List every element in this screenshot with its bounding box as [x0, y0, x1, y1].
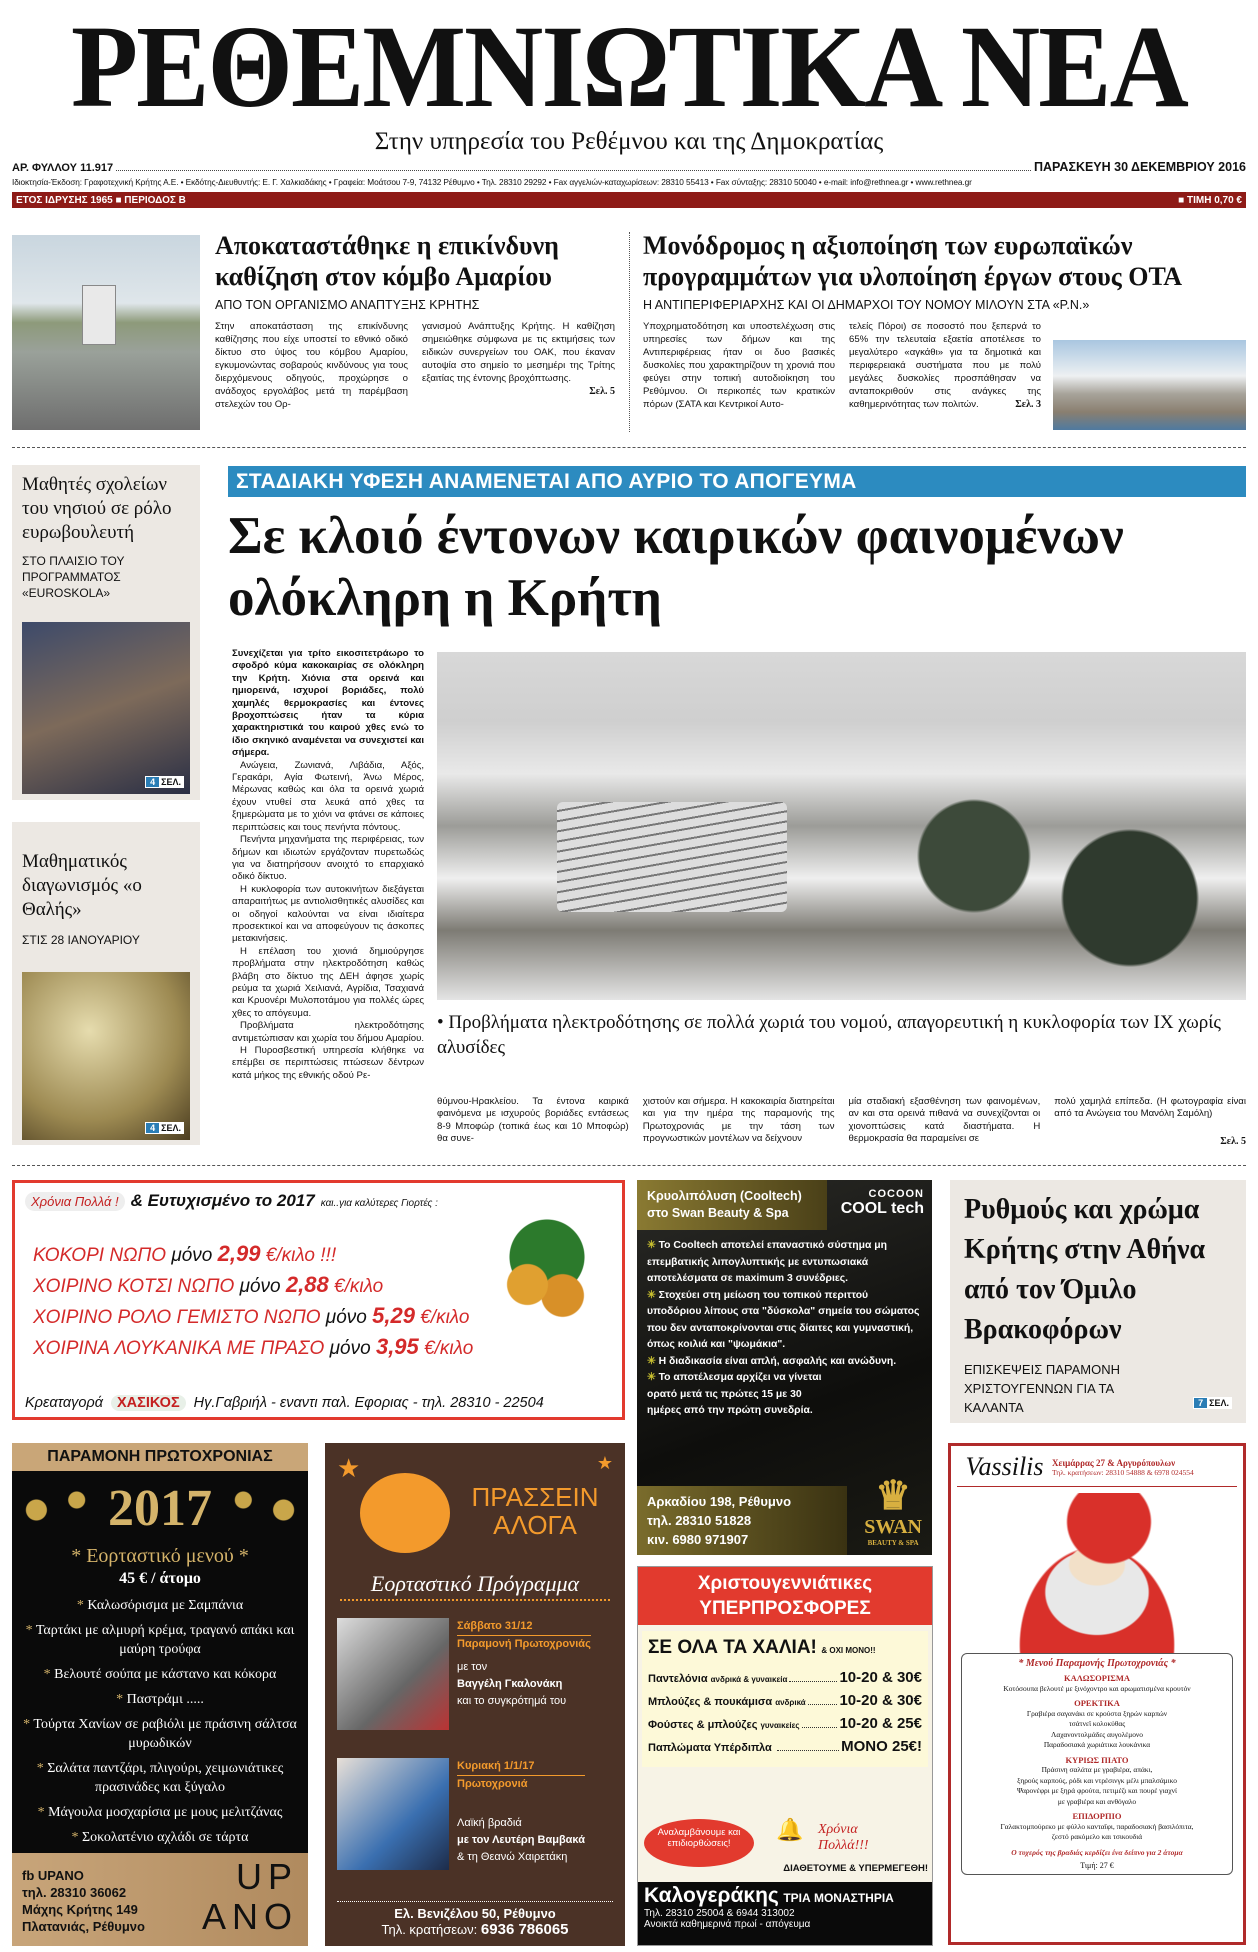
asterisk-icon: ✳	[647, 1372, 659, 1383]
ad-title: Κρυολιπόλυση (Cooltech)	[647, 1189, 802, 1203]
menu-item-text: Ταρτάκι με αλμυρή κρέμα, τραγανό απάκι και μαύρη τρούφα	[35, 1623, 295, 1657]
restaurant-name-2: ΑΛΟΓΑ	[493, 1510, 577, 1540]
menu-section-title: ΟΡΕΚΤΙΚΑ	[1074, 1698, 1120, 1708]
continued-column: μία σταδιακή εξασθένηση των φαινομένων, αν και στα ορεινά πιθανά να συνεχίζονται οι χιονοπτώσεις κατά διαστήματα. Η θερμοκρασία θα παραμείνει σε	[848, 1096, 1041, 1145]
event-line: και το συγκρότημά του	[457, 1695, 567, 1707]
shop-hours: Ανοικτά καθημερινά πρωί - απόγευμα	[644, 1919, 811, 1930]
prassein-phone: 6936 786065	[480, 1921, 569, 1938]
offer-price: 10-20 & 25€	[839, 1715, 922, 1732]
dotted-leader	[777, 1750, 839, 1751]
menu-item-text: Σαλάτα παντζάρι, πλιγούρι, χειμωνιάτικες πρασινάδες και ξύγαλο	[47, 1761, 284, 1795]
main-story-continued	[437, 1096, 1246, 1146]
brand-logo: ΧΑΣΙΚΟΣ	[111, 1395, 186, 1411]
carpets-offer: ΣΕ ΟΛΑ ΤΑ ΧΑΛΙΑ!	[648, 1637, 817, 1658]
oversize: ΔΙΑΘΕΤΟΥΜΕ & ΥΠΕΡΜΕΓΕΘΗ!	[783, 1863, 928, 1874]
vassilis-price: Τιμή: 27 €	[1080, 1860, 1114, 1870]
menu-item	[22, 1715, 298, 1753]
ad-title-2: στο Swan Beauty & Spa	[647, 1206, 789, 1220]
dotted-leader	[789, 1681, 837, 1682]
main-story-paragraph: Ανώγεια, Ζωνιανά, Λιβάδια, Αξός, Γερακάρι, Αγία Φωτεινή, Άνω Μέρος, Μέρωνας καθώς και όλα τα ορεινά χωριά έχουν ντυθεί στα λευκά από χθες τα ξημερώματα με το χιόνι να φτάνει σε κάποιες περιπτώσεις και τους πενήντα πόντους.	[232, 759, 424, 833]
vassilis-menu-title: * Μενού Παραμονής Πρωτοχρονιάς *	[1018, 1658, 1176, 1669]
event-occasion: Πρωτοχρονιά	[457, 1778, 528, 1790]
event-date: Σάββατο 31/12	[457, 1618, 591, 1636]
shop-phone: Τηλ. 28310 25004 & 6944 313002	[644, 1908, 795, 1919]
product-name: ΧΟΙΡΙΝΟ ΡΟΛΟ ΓΕΜΙΣΤΟ ΝΩΠΟ	[33, 1307, 321, 1328]
asterisk-icon: *	[116, 1692, 127, 1707]
offer-name: Μπλούζες & πουκάμισα	[648, 1696, 773, 1708]
publisher-contact: Ιδιοκτησία-Έκδοση: Γραφοτεχνική Κρήτης Α.Ε. • Εκδότης-Διευθυντής: Ε. Γ. Χαλκιαδάκης • Γραφεία: Μοάτσου 7-9, 74132 Ρέθυμνο • Τηλ. 28310 29292 • Fax αγγελιών-καταχωρίσεων: 28310 55413 • Fax σύνταξης: 28310 50040 • e-mail: info@rethnea.gr • www.rethnea.gr	[12, 177, 972, 187]
sidebar-story-1-title[interactable]: Μαθητές σχολείων του νησιού σε ρόλο ευρωβουλευτή	[22, 474, 172, 543]
performer-photo	[337, 1758, 449, 1870]
shop-label: Κρεαταγορά	[25, 1395, 103, 1411]
sidebar-story-1-sub: ΣΤΟ ΠΛΑΙΣΙΟ ΤΟΥ ΠΡΟΓΡΑΜΜΑΤΟΣ «EUROSKOLA»	[22, 554, 125, 600]
main-story-body	[232, 648, 424, 1082]
sidebar-story-2[interactable]	[12, 822, 200, 1145]
prassein-address: Ελ. Βενιζέλου 50, Ρέθυμνο	[394, 1906, 556, 1921]
only-label: μόνο	[171, 1245, 213, 1266]
shop-address: Ηγ.Γαβριήλ - εναντι παλ. Εφοριας - τηλ. 28310 - 22504	[193, 1395, 544, 1411]
asterisk-icon: *	[43, 1667, 55, 1682]
product-price: 2,99	[217, 1241, 261, 1266]
bullet-text: Το Cooltech αποτελεί επαναστικό σύστημα μη επεμβατικής λιπογλυπτικής με εντυπωσιακά αποτελέσματα σε maximum 3 συνέδριες.	[647, 1240, 887, 1284]
upano-address: Μάχης Κρήτης 149	[22, 1902, 138, 1917]
bells-icon: 🔔	[776, 1817, 804, 1842]
event-date: Κυριακή 1/1/17	[457, 1758, 585, 1776]
sidebar-story-2-sub: ΣΤΙΣ 28 ΙΑΝΟΥΑΡΙΟΥ	[22, 933, 140, 947]
offer-item	[648, 1715, 922, 1732]
asterisk-icon: *	[71, 1830, 82, 1845]
main-story-paragraph: Πενήντα μηχανήματα της περιφέρειας, των δήμων και ιδιωτών εργάζονταν πυρετωδώς για να διατηρήσουν ανοιχτό το επαρχιακό οδικό δίκτυο.	[232, 834, 424, 883]
swan-phone: τηλ. 28310 51828	[647, 1513, 752, 1528]
menu-title: Εορταστικό μενού	[86, 1545, 234, 1567]
menu-line: Γραβιέρα σαγανάκι σε κρούστα ξηρών καρπών	[1026, 1708, 1168, 1718]
menu-line: Παραδοσιακά χωριάτικα λουκάνικα	[1043, 1740, 1151, 1749]
event-text	[457, 1618, 591, 1730]
classroom-photo	[22, 622, 190, 794]
bullet-item	[647, 1238, 922, 1288]
main-story-paragraph: Προβλήματα ηλεκτροδότησης αντιμετώπισαν και χωρία του δήμου Αμαρίου.	[232, 1020, 424, 1044]
top-story-1-col1: Στην αποκατάσταση της επικίνδυνης καθίζησης που είχε υποστεί το εθνικό οδικό δίκτυο στο ύψος του κόμβου Αμαρίου, εγκυμονώντας σοβαρούς κινδύνους για τους διερχόμενους οδηγούς, προχώρησε ο ανάδοχος εργολάβος μετά τη παρέμβαση στελεχών του Ορ-	[215, 321, 408, 410]
menu-item	[22, 1759, 298, 1797]
continued-column: πολύ χαμηλά επίπεδα. (Η φωτογραφία είναι από τα Ανώγεια του Μανόλη Σαμόλη)	[1054, 1096, 1246, 1120]
offer-name: Παπλώματα Υπέρδιπλα	[648, 1742, 772, 1754]
price-unit: €/κιλο	[334, 1276, 384, 1297]
offer-price: ΜΟΝΟ 25€!	[841, 1738, 922, 1755]
menu-item-text: Σοκολατένιο αχλάδι σε τάρτα	[82, 1830, 249, 1845]
menu-line: ξηρούς καρπούς, ρόδι και ντρέσινγκ μέλι μπαλσάμικο	[1017, 1775, 1177, 1785]
top-story-1-headline[interactable]: Αποκαταστάθηκε η επικίνδυνη καθίζηση στον κόμβο Αμαρίου	[215, 231, 559, 291]
offer-desc: ανδρικά	[775, 1698, 806, 1707]
only-label: μόνο	[239, 1276, 281, 1297]
shop-name: Καλογεράκης	[644, 1884, 779, 1907]
menu-item-text: Παστράμι .....	[126, 1692, 204, 1707]
event-line: & τη Θεανώ Χαιρετάκη	[457, 1851, 568, 1863]
cooltech-logo: COOL tech	[840, 1200, 924, 1217]
asterisk-icon: *	[76, 1598, 88, 1613]
ad-vassilis[interactable]	[948, 1443, 1246, 1945]
product-name: ΚΟΚΟΡΙ ΝΩΠΟ	[33, 1245, 167, 1266]
vassilis-phone: Τηλ. κρατήσεων: 28310 54888 & 6978 024554	[1052, 1467, 1194, 1477]
section-divider	[12, 447, 1246, 448]
year: 2017	[108, 1480, 212, 1537]
main-story-lead: Συνεχίζεται για τρίτο εικοσιτετράωρο το σφοδρό κύμα κακοκαιρίας σε ολόκληρη την Κρήτη. Χιόνια στα ορεινά και ημιορεινά, ισχυροί βοριάδες, πολύ χαμηλές θερμοκρασίες και έντονες βροχοπτώσεις ήταν τα κύρια χαρακτηριστικά του καιρού χθες ενώ το ίδιο σκηνικό αναμένεται να συνεχιστεί και σήμερα.	[232, 648, 424, 759]
bullet-text: Το αποτέλεσμα αρχίζει να γίνεται ορατό μετά τις πρώτες 15 με 30 ημέρες από την πρώτη συνεδρία.	[647, 1372, 822, 1416]
menu-item	[22, 1665, 298, 1684]
swan-logo: ♛ SWAN BEAUTY & SPA	[864, 1473, 922, 1547]
product-name: ΧΟΙΡΙΝΟ ΚΟΤΣΙ ΝΩΠΟ	[33, 1276, 235, 1297]
cocoon-logo: COCOON	[868, 1188, 924, 1200]
menu-section-title: ΚΥΡΙΩΣ ΠΙΑΤΟ	[1065, 1754, 1129, 1765]
menu-item-text: Τούρτα Χανίων σε ραβιόλι με πράσινη σάλτσα μυρωδικών	[33, 1717, 297, 1751]
top-story-1[interactable]	[215, 230, 615, 411]
menu-item	[22, 1803, 298, 1822]
restaurant-name: ΠΡΑΣΣΕΙΝ	[471, 1482, 599, 1512]
ad-kalogerakis[interactable]	[637, 1566, 933, 1946]
issue-line	[12, 160, 1246, 174]
feature-title[interactable]: Ρυθμούς και χρώμα Κρήτης στην Αθήνα από τον Όμιλο Βρακοφόρων	[964, 1194, 1206, 1345]
phone-label: Τηλ. κρατήσεων:	[381, 1922, 478, 1937]
main-story-paragraph: Η κυκλοφορία των αυτοκινήτων διεξάγεται απαραιτήτως με αντιολισθητικές αλυσίδες και οι οδηγοί καλούνται να είναι ιδιαίτερα προσεκτικοί και να αποφεύγουν τις άσκοπες μετακινήσεις.	[232, 883, 424, 945]
product-name: ΧΟΙΡΙΝΑ ΛΟΥΚΑΝΙΚΑ ΜΕ ΠΡΑΣΟ	[33, 1338, 325, 1359]
greeting: Χρόνια Πολλά !	[25, 1192, 125, 1211]
offer-price: 10-20 & 30€	[839, 1669, 922, 1686]
star-icon: ★	[596, 1453, 613, 1473]
star-icon: ★	[337, 1453, 361, 1483]
event-line: με τον	[457, 1661, 488, 1673]
price-unit: €/κιλο !!!	[265, 1245, 337, 1266]
page-ref: Σελ. 5	[1220, 1136, 1246, 1147]
offer-item	[648, 1738, 922, 1755]
performer-photo	[337, 1618, 449, 1730]
menu-item	[22, 1596, 298, 1615]
issue-number: ΑΡ. ΦΥΛΛΟΥ 11.917	[12, 162, 114, 174]
info-bar	[12, 192, 1246, 208]
issue-date: ΠΑΡΑΣΚΕΥΗ 30 ΔΕΚΕΜΒΡΙΟΥ 2016	[1033, 160, 1246, 174]
bullet-item	[647, 1354, 922, 1371]
ad-upano[interactable]	[12, 1443, 308, 1946]
offer-item	[648, 1669, 922, 1686]
event-text	[457, 1758, 585, 1870]
main-story-kicker: ΣΤΑΔΙΑΚΗ ΥΦΕΣΗ ΑΝΑΜΕΝΕΤΑΙ ΑΠΟ ΑΥΡΙΟ ΤΟ ΑΠΟΓΕΥΜΑ	[228, 466, 1246, 497]
photo-caption: • Προβλήματα ηλεκτροδότησης σε πολλά χωριά του νομού, απαγορευτική η κυκλοφορία των ΙΧ χωρίς αλυσίδες	[437, 1012, 1221, 1058]
section-divider	[12, 1165, 1246, 1166]
menu-item-text: Βελουτέ σούπα με κάστανο και κόκορα	[54, 1667, 277, 1682]
prize: Ο τυχερός της βραδιάς κερδίζει ένα δείπνο για 2 άτομα	[1011, 1847, 1183, 1857]
thales-illustration	[22, 972, 190, 1140]
event-occasion: Παραμονή Πρωτοχρονιάς	[457, 1638, 591, 1650]
price: ■ ΤΙΜΗ 0,70 €	[1178, 194, 1242, 206]
swan-mobile: κιν. 6980 971907	[647, 1532, 749, 1547]
page-ref: Σελ. 3	[1015, 399, 1041, 410]
event	[337, 1758, 617, 1870]
upano-phone: τηλ. 28310 36062	[22, 1885, 127, 1900]
top-story-2-col1: Υποχρηματοδότηση και υποστελέχωση στις υπηρεσίες των δήμων και της Αντιπεριφέρειας ήταν οι δυο βασικές δυσκολίες που χαρακτηρίζουν τη χρονιά που φεύγει στην τοπική αυτοδιοίκηση του Ρεθύμνου. Οι περικοπές των κρατικών πόρων (ΣΑΤΑ και Κεντρικοί Αυτο-	[643, 321, 835, 410]
continued-column: θύμνου-Ηρακλείου. Τα έντονα καιρικά φαινόμενα με ισχυρούς βοριάδες εντάσεως 8-9 Μποφώρ (τοπικά έως και 10 Μποφώρ) θα συνε-	[437, 1096, 629, 1145]
menu-line: Πράσινη σαλάτα με γραβιέρα, απάκι,	[1041, 1765, 1153, 1774]
newspaper-title: ΡΕΘΕΜΝΙΩΤΙΚΑ ΝΕΑ	[70, 1, 1188, 132]
top-story-2-headline[interactable]: Μονόδρομος η αξιοποίηση των ευρωπαϊκών προγραμμάτων για υλοποίηση έργων στους ΟΤΑ	[643, 231, 1183, 291]
menu-line: με γραβιέρα και ανθόγαλο	[1057, 1796, 1137, 1806]
offer-desc: ανδρικά & γυναικεία	[710, 1675, 788, 1684]
ad-prassein-aloga[interactable]	[325, 1443, 625, 1946]
offer-desc: γυναικείες	[760, 1721, 800, 1730]
asterisk-icon: *	[37, 1805, 49, 1820]
menu-section-title: ΚΑΛΩΣΟΡΙΣΜΑ	[1063, 1673, 1131, 1683]
not-only: & ΟΧΙ ΜΟΝΟ!!	[821, 1646, 876, 1655]
offer-item	[648, 1692, 922, 1709]
top-story-2-kicker: Η ΑΝΤΙΠΕΡΙΦΕΡΙΑΡΧΗΣ ΚΑΙ ΟΙ ΔΗΜΑΡΧΟΙ ΤΟΥ ΝΟΜΟΥ ΜΙΛΟΥΝ ΣΤΑ «Ρ.Ν.»	[643, 298, 1090, 312]
top-story-1-col2: γανισμού Ανάπτυξης Κρήτης. Η καθίζηση σημειώθηκε σύμφωνα με τις εκτιμήσεις των ειδικών συνεργείων του ΟΑΚ, που έκαναν αυτοψία στο σημείο το μεσημέρι της Τρίτης εξαιτίας της έντονης βροχόπτωσης.	[422, 321, 615, 384]
price-unit: €/κιλο	[424, 1338, 474, 1359]
upano-fb: fb UPANO	[22, 1868, 84, 1883]
price-unit: €/κιλο	[420, 1307, 470, 1328]
repairs-badge: Αναλαμβάνουμε και επιδιορθώσεις!	[644, 1819, 754, 1867]
menu-line: τσάτνεϊ κολοκύθας	[1068, 1719, 1126, 1728]
menu-line: Κοτόσουπα βελουτέ με ξινόχοντρο και αρωματισμένα κρουτόν	[1003, 1683, 1191, 1693]
swan-address: Αρκαδίου 198, Ρέθυμνο	[647, 1494, 792, 1509]
event	[337, 1618, 617, 1730]
dotted-leader	[808, 1704, 838, 1705]
dotted-leader	[802, 1727, 838, 1728]
vassilis-logo: Vassilis	[965, 1452, 1044, 1481]
upano-header: ΠΑΡΑΜΟΝΗ ΠΡΩΤΟΧΡΟΝΙΑΣ	[12, 1443, 308, 1471]
shop-place: ΤΡΙΑ ΜΟΝΑΣΤΗΡΙΑ	[783, 1891, 894, 1905]
asterisk-icon: *	[25, 1623, 36, 1638]
menu-item	[22, 1621, 298, 1659]
menu-item-text: Καλωσόρισμα με Σαμπάνια	[87, 1598, 244, 1613]
sidebar-story-2-title[interactable]: Μαθηματικός διαγωνισμός «ο Θαλής»	[22, 851, 142, 920]
page-ref: Σελ. 5	[589, 386, 615, 397]
offer-title: Χριστουγεννιάτικες	[697, 1573, 873, 1594]
main-story-paragraph: Η επέλαση του χιονιά δημιούργησε προβλήματα στην ηλεκτροδότηση καθώς βλάβη στο δίκτυο της ΔΕΗ άφησε χωρίς ρεύμα τα χωριά Χειλιανά, Αγρίδια, Τσαχιανά και Κρυονέρι Μυλοποτάμου για πολλές ώρες χθες το απόγευμα.	[232, 945, 424, 1019]
offer-title-2: ΥΠΕΡΠΡΟΣΦΟΡΕΣ	[699, 1598, 871, 1619]
upano-logo: UP ANO	[201, 1856, 298, 1937]
event-line: με τον Λευτέρη Βαμβακά	[457, 1834, 585, 1846]
column-divider	[629, 232, 630, 432]
top-story-1-kicker: ΑΠΟ ΤΟΝ ΟΡΓΑΝΙΣΜΟ ΑΝΑΠΤΥΞΗΣ ΚΡΗΤΗΣ	[215, 298, 480, 312]
vassilis-address: Χειμάρρας 27 & Αργυρόπουλων	[1052, 1457, 1176, 1468]
holly-bells-icon	[482, 1213, 612, 1323]
product-price: 2,88	[285, 1272, 329, 1297]
main-story-paragraph: Η Πυροσβεστική υπηρεσία κλήθηκε να επέμβει σε περιπτώσεις πτώσεων δέντρων κατά μήκος της εθνικής οδού Ρε-	[232, 1045, 424, 1081]
feature-story[interactable]	[950, 1180, 1246, 1423]
upano-area: Πλατανιάς, Ρέθυμνο	[22, 1919, 145, 1934]
bullet-text: Η διαδικασία είναι απλή, ασφαλής και ανώδυνη.	[658, 1355, 897, 1367]
snow-photo	[437, 652, 1246, 1000]
main-story-headline[interactable]: Σε κλοιό έντονων καιρικών φαινομένων ολόκληρη η Κρήτη	[228, 507, 1124, 627]
top-story-2-col2: τελείς Πόροι) σε ποσοστό που ξεπερνά το 65% την τελευταία εξαετία αποτέλεσε το μεγαλύτερο «αγκάθι» για τα δημοτικά και περιφερειακά συστήματα που με πολύ μεγάλες δυσκολίες προσπάθησαν να ανταποκριθούν στις ανάγκες της καθημερινότητας των πολιτών.	[849, 321, 1041, 410]
dotted-leader	[116, 170, 1031, 171]
sidebar-story-1[interactable]	[12, 465, 200, 800]
town-photo	[1053, 340, 1246, 430]
only-label: μόνο	[325, 1307, 367, 1328]
program-title: Εορταστικό Πρόγραμμα	[370, 1571, 580, 1596]
offer-name: Παντελόνια	[648, 1673, 708, 1685]
bullet-item	[647, 1288, 922, 1354]
menu-line: Λαχανοντολμάδες αυγολέμονο	[1051, 1729, 1143, 1739]
ad-swan[interactable]	[637, 1180, 932, 1555]
offer-name: Φούστες & μπλούζες	[648, 1719, 758, 1731]
santa-illustration	[977, 1493, 1217, 1653]
page-badge: 4 ΣΕΛ.	[145, 776, 184, 788]
founded: ΕΤΟΣ ΙΔΡΥΣΗΣ 1965 ■ ΠΕΡΙΟΔΟΣ Β	[16, 194, 186, 206]
price-item	[33, 1332, 612, 1363]
pan-logo-icon	[360, 1473, 450, 1553]
menu-price: 45 € / άτομο	[119, 1570, 201, 1587]
asterisk-icon: *	[23, 1717, 34, 1732]
offer-price: 10-20 & 30€	[839, 1692, 922, 1709]
continued-column: χιστούν και σήμερα. Η κακοκαιρία διατηρείται και για την ημέρα της παραμονής της Πρωτοχρονιάς με την τάση των προγνωστικών μοντέλων να δείχνουν	[642, 1096, 835, 1145]
product-price: 3,95	[375, 1334, 419, 1359]
menu-section-title: ΕΠΙΔΟΡΠΙΟ	[1072, 1811, 1122, 1821]
wishes: Χρόνια Πολλά!!!	[818, 1822, 869, 1853]
menu-title-row: * Εορταστικό μενού *	[71, 1545, 249, 1567]
menu-line: ζεστό ρακόμελο και τσικουδιά	[1051, 1832, 1143, 1841]
asterisk-icon: ✳	[647, 1355, 659, 1367]
page-badge: 7 ΣΕΛ.	[1193, 1397, 1232, 1409]
tagline: Στην υπηρεσία του Ρεθέμνου και της Δημοκρατίας	[374, 128, 884, 155]
only-label: μόνο	[329, 1338, 371, 1359]
event-line: Βαγγέλη Γκαλονάκη	[457, 1678, 563, 1690]
bullet-text: Στοχεύει στη μείωση του τοπικού περιττού υποδόριου λίπους στα "δύσκολα" σημεία του σώματος που δεν ανταποκρίνονται στις δίαιτες και γυμναστική, όπως κοιλιά και "ψωμάκια".	[647, 1289, 920, 1350]
menu-item	[22, 1690, 298, 1709]
ad-subheadline: και..για καλύτερες Γιορτές :	[320, 1198, 438, 1209]
menu-line: Γαλακτομπούρεκο με φύλλο κανταΐφι, παραδοσιακή βασιλόπιτα,	[1000, 1821, 1194, 1831]
menu-item	[22, 1828, 298, 1847]
ad-butcher[interactable]	[12, 1180, 625, 1420]
ad-headline: & Ευτυχισμένο το 2017	[130, 1191, 315, 1210]
swan-icon: ♛	[875, 1473, 912, 1518]
road-photo	[12, 235, 200, 430]
asterisk-icon: ✳	[647, 1240, 659, 1251]
bullet-item	[647, 1370, 827, 1420]
event-line: Λαϊκή βραδιά	[457, 1817, 522, 1829]
menu-line: Ψαρονέφρι με ξηρά φρούτα, πετιμέζι και πουρέ γιαχνί	[1017, 1786, 1177, 1795]
asterisk-icon: *	[36, 1761, 48, 1776]
feature-sub: ΕΠΙΣΚΕΨΕΙΣ ΠΑΡΑΜΟΝΗ ΧΡΙΣΤΟΥΓΕΝΝΩΝ ΓΙΑ ΤΑ ΚΑΛΑΝΤΑ	[964, 1362, 1120, 1415]
asterisk-icon: ✳	[647, 1289, 659, 1301]
menu-item-text: Μάγουλα μοσχαρίσια με μους μελιτζάνας	[48, 1805, 283, 1820]
page-badge: 4 ΣΕΛ.	[145, 1122, 184, 1134]
product-price: 5,29	[372, 1303, 415, 1328]
